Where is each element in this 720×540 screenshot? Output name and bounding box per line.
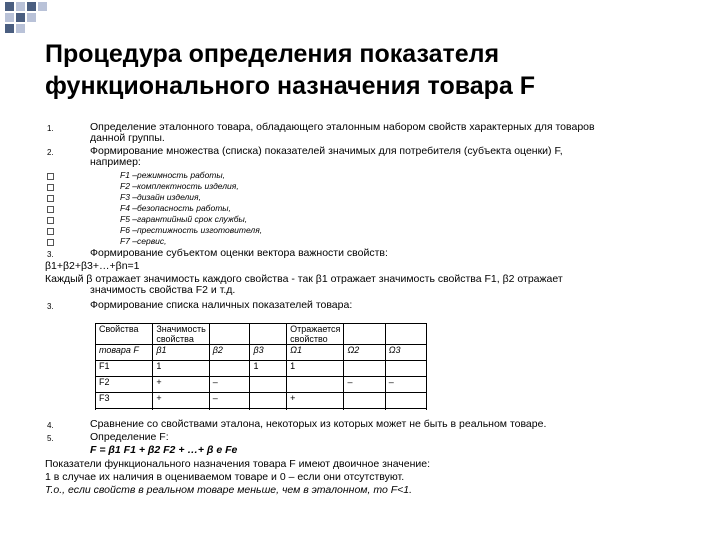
f-formula: F = β1 F1 + β2 F2 + …+ β e Fe — [90, 444, 238, 456]
table-cell: Ω1 — [287, 345, 344, 361]
table-cell — [209, 361, 250, 377]
bullet-icon — [47, 228, 54, 235]
table-cell — [385, 324, 426, 345]
table-cell: 1 — [287, 361, 344, 377]
step-4-text: Сравнение со свойствами эталона, некоторых из которых может не быть в реальном товаре. — [90, 418, 547, 430]
table-cell: β3 — [250, 345, 287, 361]
item-1-number: 1. — [47, 124, 54, 133]
table-cell — [209, 324, 250, 345]
table-cell: Значимость свойства — [153, 324, 209, 345]
step-3-text: Формирование субъектом оценки вектора важности свойств: — [90, 247, 388, 259]
table-cell — [385, 409, 426, 411]
page-title — [45, 38, 705, 102]
table-cell: – — [209, 393, 250, 409]
bullet-icon — [47, 217, 54, 224]
table-cell: β1 — [153, 345, 209, 361]
table-cell — [209, 409, 250, 411]
table-row — [96, 377, 427, 393]
step-3-number: 3. — [47, 250, 54, 259]
step-3-explanation: Каждый β отражает значимость каждого свойства - так β1 отражает значимость свойства F1, β2 отражает — [45, 273, 563, 285]
footer-line-3: Т.о., если свойств в реальном товаре меньше, чем в эталонном, то F<1. — [45, 484, 413, 496]
importance-formula: β1+β2+β3+…+βn=1 — [45, 260, 140, 272]
decorative-squares — [0, 0, 80, 40]
properties-table-clip — [94, 322, 430, 410]
table-cell: 1 — [153, 361, 209, 377]
table-row — [96, 324, 427, 345]
table-row — [96, 361, 427, 377]
table-cell: F1 — [96, 361, 153, 377]
item-2-number: 2. — [47, 148, 54, 157]
table-cell: Отражается свойство — [287, 324, 344, 345]
bullet-icon — [47, 184, 54, 191]
table-cell: F2 — [96, 377, 153, 393]
table-cell — [250, 409, 287, 411]
title-line-2: функционального назначения товара F — [45, 72, 536, 100]
table-cell — [250, 393, 287, 409]
property-item: F7 –сервис, — [120, 236, 167, 246]
table-cell — [344, 361, 385, 377]
item-1-text-cont: данной группы. — [90, 132, 165, 144]
table-cell — [385, 393, 426, 409]
table-cell — [344, 409, 385, 411]
step-3-explanation-cont: значимость свойства F2 и т.д. — [90, 284, 236, 296]
step-3b-number: 3. — [47, 302, 54, 311]
footer-line-1: Показатели функционального назначения товара F имеют двоичное значение: — [45, 458, 431, 470]
table-cell — [287, 409, 344, 411]
table-cell: Ω3 — [385, 345, 426, 361]
table-cell — [153, 409, 209, 411]
properties-table — [95, 323, 427, 410]
table-cell — [287, 377, 344, 393]
table-cell: 1 — [250, 361, 287, 377]
item-1-text: Определение эталонного товара, обладающего эталонным набором свойств характерных для товаров — [90, 121, 595, 133]
step-5-number: 5. — [47, 434, 54, 443]
bullet-icon — [47, 239, 54, 246]
property-item: F6 –престижность изготовителя, — [120, 225, 263, 235]
item-2-text: Формирование множества (списка) показателей значимых для потребителя (субъекта оценки) F, — [90, 145, 563, 157]
table-cell: Ω2 — [344, 345, 385, 361]
table-cell: β2 — [209, 345, 250, 361]
table-cell — [344, 324, 385, 345]
table-cell: + — [287, 393, 344, 409]
table-cell: – — [385, 377, 426, 393]
table-row — [96, 409, 427, 411]
table-cell — [344, 393, 385, 409]
table-cell — [250, 377, 287, 393]
step-4-number: 4. — [47, 421, 54, 430]
property-item: F5 –гарантийный срок службы, — [120, 214, 248, 224]
property-item: F4 –безопасность работы, — [120, 203, 231, 213]
step-5-text: Определение F: — [90, 431, 169, 443]
table-cell: F3 — [96, 393, 153, 409]
table-row — [96, 393, 427, 409]
step-3b-text: Формирование списка наличных показателей товара: — [90, 299, 353, 311]
table-cell: Свойства — [96, 324, 153, 345]
table-cell: + — [153, 377, 209, 393]
bullet-icon — [47, 195, 54, 202]
table-cell: товара F — [96, 345, 153, 361]
table-cell: – — [344, 377, 385, 393]
bullet-icon — [47, 206, 54, 213]
table-cell: – — [209, 377, 250, 393]
table-cell — [96, 409, 153, 411]
table-cell — [385, 361, 426, 377]
item-2-text-cont: например: — [90, 156, 141, 168]
property-item: F2 –комплектность изделия, — [120, 181, 239, 191]
property-item: F1 –режимность работы, — [120, 170, 225, 180]
property-item: F3 –дизайн изделия, — [120, 192, 201, 202]
title-line-1: Процедура определения показателя — [45, 40, 500, 68]
table-cell — [250, 324, 287, 345]
table-cell: + — [153, 393, 209, 409]
footer-line-2: 1 в случае их наличия в оцениваемом товаре и 0 – если они отсутствуют. — [45, 471, 405, 483]
bullet-icon — [47, 173, 54, 180]
table-row — [96, 345, 427, 361]
